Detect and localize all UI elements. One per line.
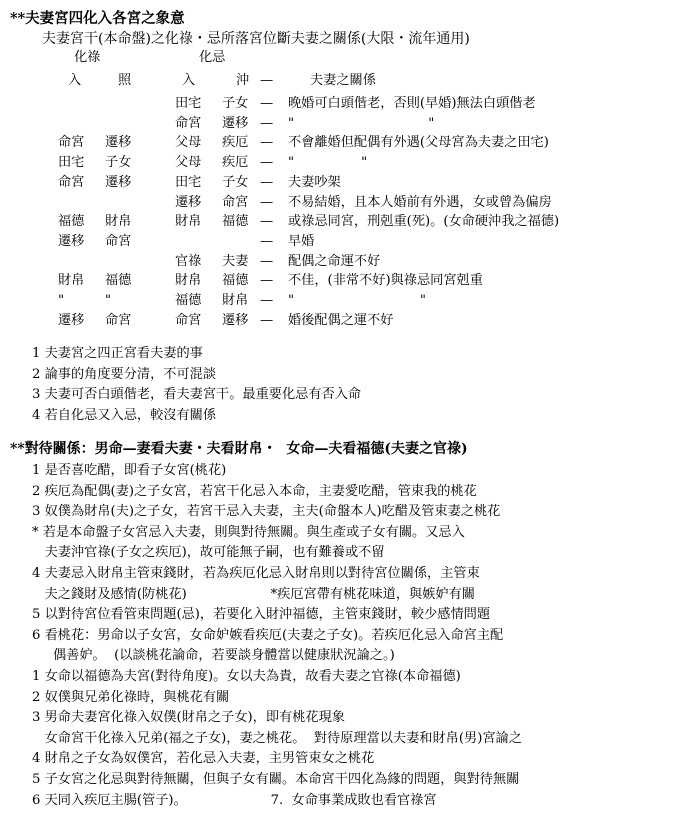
dash-cell: — xyxy=(260,115,274,131)
palace-cell: 命宮 xyxy=(105,233,132,249)
palace-cell: 命宮 xyxy=(58,135,85,151)
header-ru-lu: 入 xyxy=(68,73,82,88)
palace-cell: 夫妻 xyxy=(222,253,249,269)
section1-subheading: 夫妻宮干(本命盤)之化祿・忌所落宮位斷夫妻之關係(大限・流年通用) xyxy=(42,31,470,47)
list-item: 夫妻沖官祿(子女之疾厄)，故可能無子嗣，也有難養或不留 xyxy=(32,545,385,561)
relation-cell: 夫妻吵架 xyxy=(288,174,341,190)
header-relation: 夫妻之關係 xyxy=(310,73,376,88)
palace-cell: 財帛 xyxy=(58,273,85,289)
relation-cell: 晚婚可白頭偕老，否則(早婚)無法白頭偕老 xyxy=(288,96,536,111)
dash-cell: — xyxy=(260,135,274,151)
header-chong: 沖 xyxy=(236,73,250,88)
palace-cell: 福德 xyxy=(105,273,132,289)
palace-cell: 福德 xyxy=(222,273,249,289)
palace-cell: 財帛 xyxy=(175,273,202,289)
list-item: 6 天同入疾厄主腸(管子)。 7. 女命事業成敗也看官祿宮 xyxy=(32,792,437,808)
dash-cell: — xyxy=(260,253,274,269)
list-item: * 若是本命盤子女宮忌入夫妻，則與對待無關。與生產或子女有關。又忌入 xyxy=(32,524,465,540)
palace-cell: 疾厄 xyxy=(222,135,249,151)
palace-cell: 命宮 xyxy=(222,194,249,210)
list-item: 6 看桃花：男命以子女宮，女命妒嫉看疾厄(夫妻之子女)。若疾厄化忌入命宮主配 xyxy=(32,627,504,643)
palace-cell: 命宮 xyxy=(175,312,202,328)
palace-cell: 遷移 xyxy=(222,312,249,328)
note-item: 4 若自化忌又入忌，較沒有關係 xyxy=(32,407,217,423)
relation-cell: 不易結婚，且本人婚前有外遇，女或曾為偏房 xyxy=(288,194,552,210)
note-item: 3 夫妻可否白頭偕老，看夫妻宮干。最重要化忌有否入命 xyxy=(32,387,362,402)
dash-cell: — xyxy=(260,233,274,249)
relation-cell: 早婚 xyxy=(288,233,315,249)
list-item: 偶善妒。 (以談桃花論命，若要談身體當以健康狀況論之。) xyxy=(32,648,395,664)
palace-cell: 財帛 xyxy=(105,214,132,230)
list-item: 4 夫妻忌入財帛主管束錢財，若為疾厄化忌入財帛則以對待宮位關係，主管束 xyxy=(32,566,480,581)
palace-cell: 遷移 xyxy=(105,135,132,151)
palace-cell: 福德 xyxy=(222,214,249,230)
dash-cell: — xyxy=(260,293,274,308)
relation-cell: 婚後配偶之運不好 xyxy=(288,312,394,328)
palace-cell: 福德 xyxy=(175,293,202,308)
list-item: 5 以對待宮位看管束問題(忌)，若要化入財沖福德，主管束錢財，較少感情問題 xyxy=(32,607,491,623)
header-zhao: 照 xyxy=(118,73,132,88)
dash-cell: — xyxy=(260,155,274,171)
dash-cell: — xyxy=(260,273,274,289)
list-item: 2 疾厄為配偶(妻)之子女宮，若宮干化忌入本命，主妻愛吃醋，管束我的桃花 xyxy=(32,483,477,499)
header-dash: — xyxy=(260,73,274,88)
relation-cell: 配偶之命運不好 xyxy=(288,253,381,269)
list-item: 3 奴僕為財帛(夫)之子女，若宮干忌入夫妻，主夫(命盤本人)吃醋及管束妻之桃花 xyxy=(32,504,501,520)
palace-cell: 父母 xyxy=(175,135,202,151)
list-item: 1 是否喜吃醋，即看子女宮(桃花) xyxy=(32,463,227,478)
relation-cell: " " xyxy=(288,155,368,171)
palace-cell: " xyxy=(105,293,112,308)
note-item: 1 夫妻宮之四正宮看夫妻的事 xyxy=(32,346,203,361)
palace-cell: 遷移 xyxy=(58,233,85,249)
palace-cell: 遷移 xyxy=(175,194,202,210)
label-huaji: 化忌 xyxy=(199,50,226,65)
palace-cell: 父母 xyxy=(175,155,202,171)
palace-cell: 命宮 xyxy=(175,115,202,131)
dash-cell: — xyxy=(260,214,274,230)
palace-cell: 子女 xyxy=(105,155,132,171)
note-item: 2 論事的角度要分清，不可混談 xyxy=(32,366,217,382)
palace-cell: 疾厄 xyxy=(222,155,249,171)
palace-cell: 田宅 xyxy=(175,174,202,190)
list-item: 2 奴僕與兄弟化祿時，與桃花有關 xyxy=(32,689,230,705)
list-item: 3 男命夫妻宮化祿入奴僕(財帛之子女)，即有桃花現象 xyxy=(32,710,345,726)
palace-cell: 官祿 xyxy=(175,253,202,269)
label-hualu: 化祿 xyxy=(74,50,101,65)
list-item: 5 子女宮之化忌與對待無關，但與子女有關。本命宮干四化為緣的問題，與對待無關 xyxy=(32,772,520,787)
relation-cell: 不會離婚但配偶有外遇(父母宮為夫妻之田宅) xyxy=(288,135,549,151)
header-ru-ji: 入 xyxy=(182,73,196,88)
list-item: 1 女命以福德為夫宮(對待角度)。女以夫為貴，故看夫妻之官祿(本命福德) xyxy=(32,669,461,684)
palace-cell: 田宅 xyxy=(58,155,85,171)
palace-cell: 財帛 xyxy=(222,293,249,308)
dash-cell: — xyxy=(260,174,274,190)
palace-cell: 遷移 xyxy=(58,312,85,328)
palace-cell: 田宅 xyxy=(175,96,202,111)
palace-cell: 命宮 xyxy=(58,174,85,190)
relation-cell: 不佳，(非常不好)與祿忌同宮剋重 xyxy=(288,273,483,289)
palace-cell: 遷移 xyxy=(222,115,249,131)
relation-cell: " " xyxy=(288,115,435,131)
relation-cell: " " xyxy=(288,293,426,308)
palace-cell: " xyxy=(58,293,65,308)
list-item: 夫之錢財及感情(防桃花) *疾厄宮帶有桃花味道，與嫉妒有關 xyxy=(32,586,475,602)
palace-cell: 命宮 xyxy=(105,312,132,328)
dash-cell: — xyxy=(260,96,274,111)
list-item: 4 財帛之子女為奴僕宮，若化忌入夫妻，主男管束女之桃花 xyxy=(32,751,375,767)
section1-heading: **夫妻宮四化入各宮之象意 xyxy=(10,10,185,27)
palace-cell: 福德 xyxy=(58,214,85,230)
list-item: 女命宮干化祿入兄弟(福之子女)，妻之桃花。 對待原理當以夫妻和財帛(男)宮論之 xyxy=(32,730,522,746)
relation-cell: 或祿忌同宮，刑剋重(死)。(女命硬沖我之福德) xyxy=(288,214,560,230)
palace-cell: 遷移 xyxy=(105,174,132,190)
palace-cell: 子女 xyxy=(222,174,249,190)
palace-cell: 子女 xyxy=(222,96,249,111)
palace-cell: 財帛 xyxy=(175,214,202,230)
section2-heading: **對待關係：男命—妻看夫妻・夫看財帛・ 女命—夫看福德(夫妻之官祿) xyxy=(10,441,468,457)
dash-cell: — xyxy=(260,194,274,210)
dash-cell: — xyxy=(260,312,274,328)
